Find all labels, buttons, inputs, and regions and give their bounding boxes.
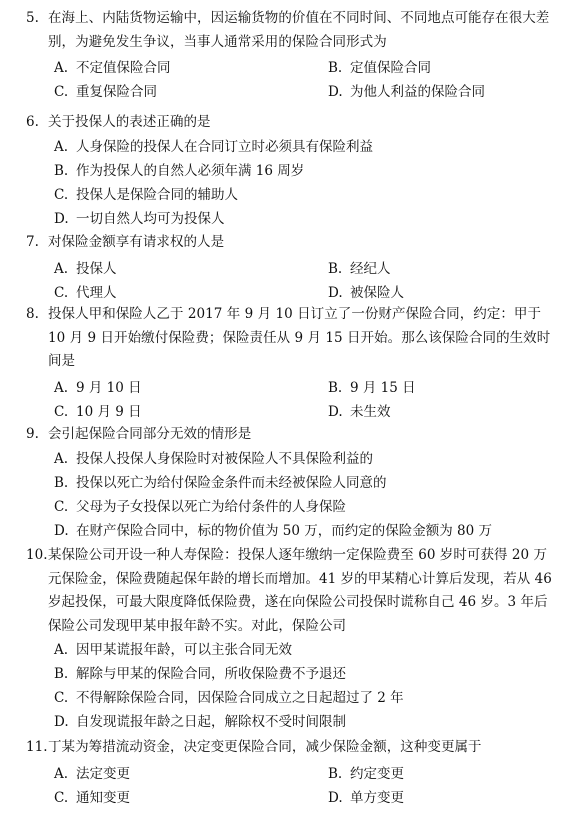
- option-text: 9 月 15 日: [350, 379, 416, 396]
- option-letter: B.: [54, 162, 69, 179]
- question-text: 丁某为筹措流动资金，决定变更保险合同，减少保险金额，这种变更属于: [48, 739, 482, 755]
- option-d[interactable]: [328, 786, 404, 806]
- question-stem: [0, 7, 585, 54]
- question-6: [0, 111, 585, 231]
- option-text: 人身保险的投保人在合同订立时必须具有保险利益: [76, 138, 373, 155]
- question-text: 某保险公司开设一种人寿保险：投保人逐年缴纳一定保险费至 60 岁时可获得 20 万元保险金，保险费随起保年龄的增长而增加。41 岁的甲某精心计算后发现，若从 46 岁起投保，可最大限度降低保险费，遂在向保险公司投保时谎称自己 46 岁。3 年后保险公司发现甲某申报年龄不实。对此，保险公司: [48, 547, 552, 634]
- option-text: 法定变更: [76, 765, 130, 782]
- option-letter: A.: [54, 138, 69, 155]
- option-letter: B.: [328, 379, 343, 396]
- options-row: [0, 760, 585, 784]
- options-row: [0, 255, 585, 279]
- option-c[interactable]: [0, 400, 274, 420]
- options-row: [0, 398, 585, 422]
- option-letter: C.: [54, 498, 69, 515]
- options-row: [0, 784, 585, 808]
- option-a[interactable]: [0, 447, 585, 471]
- option-text: 约定变更: [350, 765, 404, 782]
- question-9: [0, 423, 585, 543]
- option-d[interactable]: [0, 710, 585, 734]
- option-text: 9 月 10 日: [76, 379, 142, 396]
- question-11: [0, 736, 585, 808]
- question-8: [0, 303, 585, 422]
- question-stem: [0, 231, 585, 255]
- option-text: 一切自然人均可为投保人: [76, 210, 225, 227]
- option-d[interactable]: [0, 519, 585, 543]
- option-letter: C.: [54, 789, 69, 806]
- question-stem: [0, 303, 585, 374]
- option-b[interactable]: [328, 762, 404, 782]
- option-letter: B.: [54, 666, 69, 683]
- option-text: 自发现谎报年龄之日起，解除权不受时间限制: [76, 714, 346, 731]
- option-text: 投保人投保人身保险时对被保险人不具保险利益的: [76, 450, 373, 467]
- option-text: 作为投保人的自然人必须年满 16 周岁: [76, 162, 305, 179]
- option-b[interactable]: [0, 471, 585, 495]
- option-text: 不定值保险合同: [76, 60, 171, 77]
- options-row: [0, 54, 585, 78]
- question-number: 5.: [26, 10, 39, 26]
- option-b[interactable]: [328, 257, 391, 277]
- question-7: [0, 231, 585, 303]
- option-a[interactable]: [0, 56, 274, 76]
- option-b[interactable]: [0, 662, 585, 686]
- option-letter: A.: [54, 60, 69, 77]
- options-row: [0, 279, 585, 303]
- option-letter: B.: [54, 474, 69, 491]
- option-text: 定值保险合同: [350, 60, 431, 77]
- option-letter: D.: [328, 789, 343, 806]
- option-text: 10 月 9 日: [76, 403, 142, 420]
- option-text: 因甲某谎报年龄，可以主张合同无效: [76, 642, 292, 659]
- option-text: 解除与甲某的保险合同，所收保险费不予退还: [76, 666, 346, 683]
- question-text: 会引起保险合同部分无效的情形是: [48, 426, 252, 442]
- option-letter: A.: [54, 260, 69, 277]
- question-text: 投保人甲和保险人乙于 2017 年 9 月 10 日订立了一份财产保险合同，约定：甲于 10 月 9 日开始缴付保险费；保险责任从 9 月 15 日开始。那么该保险合同的生效时间是: [48, 306, 551, 370]
- option-letter: D.: [328, 284, 343, 301]
- option-letter: A.: [54, 765, 69, 782]
- options-row: [0, 374, 585, 398]
- option-text: 不得解除保险合同，因保险合同成立之日起超过了 2 年: [76, 690, 404, 707]
- option-text: 父母为子女投保以死亡为给付条件的人身保险: [76, 498, 346, 515]
- option-a[interactable]: [0, 376, 274, 396]
- option-letter: D.: [54, 210, 69, 227]
- option-c[interactable]: [0, 686, 585, 710]
- option-text: 在财产保险合同中，标的物价值为 50 万，而约定的保险金额为 80 万: [76, 522, 493, 539]
- option-letter: D.: [328, 84, 343, 101]
- question-text: 关于投保人的表述正确的是: [48, 114, 211, 130]
- option-letter: C.: [54, 84, 69, 101]
- question-number: 7.: [26, 234, 39, 250]
- option-c[interactable]: [0, 495, 585, 519]
- option-text: 投保人是保险合同的辅助人: [76, 186, 238, 203]
- option-letter: C.: [54, 690, 69, 707]
- option-letter: A.: [54, 379, 69, 396]
- question-text: 在海上、内陆货物运输中，因运输货物的价值在不同时间、不同地点可能存在很大差别，为避免发生争议，当事人通常采用的保险合同形式为: [48, 10, 550, 50]
- question-5: [0, 7, 585, 102]
- question-number: 8.: [26, 306, 39, 322]
- option-a[interactable]: [0, 638, 585, 662]
- option-c[interactable]: [0, 80, 274, 100]
- option-letter: A.: [54, 450, 69, 467]
- option-text: 为他人利益的保险合同: [350, 84, 485, 101]
- option-letter: D.: [54, 522, 69, 539]
- option-a[interactable]: [0, 257, 274, 277]
- option-c[interactable]: [0, 786, 274, 806]
- question-stem: [0, 423, 585, 447]
- option-letter: C.: [54, 403, 69, 420]
- option-letter: D.: [328, 403, 343, 420]
- option-d[interactable]: [0, 207, 585, 231]
- option-text: 重复保险合同: [76, 84, 157, 101]
- question-number: 11.: [26, 739, 48, 755]
- option-text: 经纪人: [350, 260, 391, 277]
- option-letter: D.: [54, 714, 69, 731]
- options-row: [0, 78, 585, 102]
- option-text: 投保以死亡为给付保险金条件而未经被保险人同意的: [76, 474, 387, 491]
- question-number: 9.: [26, 426, 39, 442]
- option-letter: C.: [54, 284, 69, 301]
- question-number: 10.: [26, 547, 48, 563]
- option-text: 代理人: [76, 284, 117, 301]
- option-c[interactable]: [0, 281, 274, 301]
- option-d[interactable]: [328, 281, 404, 301]
- question-stem: [0, 111, 585, 135]
- option-letter: C.: [54, 186, 69, 203]
- question-number: 6.: [26, 114, 39, 130]
- option-text: 投保人: [76, 260, 117, 277]
- option-d[interactable]: [328, 400, 391, 420]
- option-b[interactable]: [328, 376, 416, 396]
- option-letter: B.: [328, 260, 343, 277]
- option-a[interactable]: [0, 762, 274, 782]
- question-text: 对保险金额享有请求权的人是: [48, 234, 225, 250]
- option-text: 未生效: [350, 403, 391, 420]
- question-stem: [0, 736, 585, 760]
- option-text: 单方变更: [350, 789, 404, 806]
- question-stem: [0, 544, 585, 638]
- option-text: 通知变更: [76, 789, 130, 806]
- option-letter: B.: [328, 60, 343, 77]
- option-c[interactable]: [0, 183, 585, 207]
- option-letter: B.: [328, 765, 343, 782]
- option-letter: A.: [54, 642, 69, 659]
- option-b[interactable]: [328, 56, 431, 76]
- option-d[interactable]: [328, 80, 485, 100]
- option-text: 被保险人: [350, 284, 404, 301]
- option-a[interactable]: [0, 135, 585, 159]
- question-10: [0, 544, 585, 734]
- option-b[interactable]: [0, 159, 585, 183]
